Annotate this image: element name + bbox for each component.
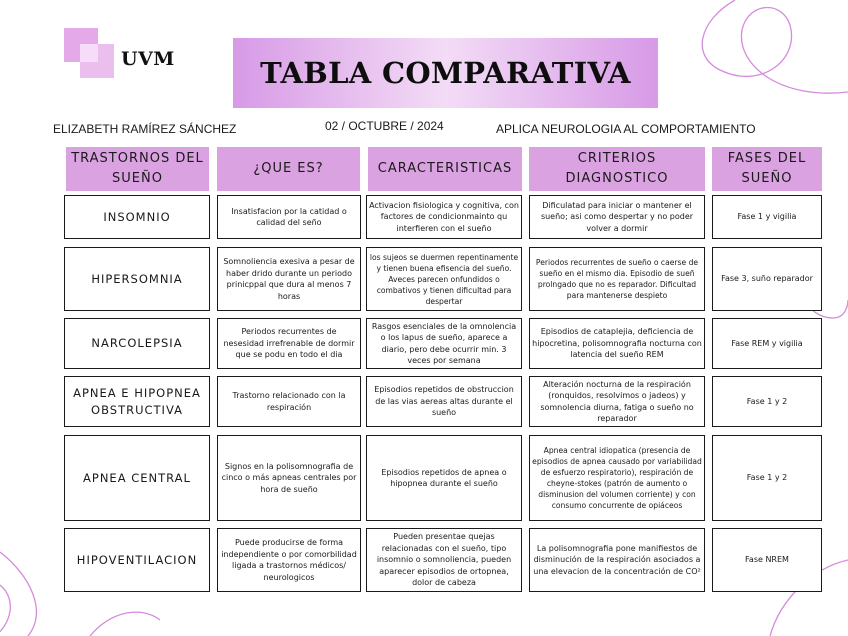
cell-fases: Fase 1 y 2 <box>712 435 822 521</box>
cell-que-es: Trastorno relacionado con la respiración <box>217 376 361 427</box>
cell-que-es: Insatisfacion por la catidad o calidad del seño <box>217 195 361 239</box>
cell-caracteristicas: Pueden presentae quejas relacionadas con el sueño, tipo insomnio o somnoliencia, pueden aparecer episodios de ortopnea, dolor de cabeza <box>366 528 522 592</box>
cell-fases: Fase REM y vigilia <box>712 318 822 369</box>
row-name-apnea-obstructiva: APNEA E HIPOPNEA OBSTRUCTIVA <box>64 376 210 427</box>
cell-caracteristicas: Episodios repetidos de apnea o hipopnea durante el sueño <box>366 435 522 521</box>
column-header-trastornos: TRASTORNOS DEL SUEÑO <box>66 147 209 191</box>
row-name-hipersomnia: HIPERSOMNIA <box>64 247 210 311</box>
cell-criterios: La polisomnografia pone manifiestos de disminución de la respiración asociados a una elevacion de la concentración de CO² <box>529 528 705 592</box>
row-name-apnea-central: APNEA CENTRAL <box>64 435 210 521</box>
cell-criterios: Alteración nocturna de la respiración (ronquidos, resolvimos o jadeos) y somnolencia diurna, fatiga o sueño no reparador <box>529 376 705 427</box>
column-header-fases: FASES DEL SUEÑO <box>712 147 822 191</box>
row-name-insomnio: INSOMNIO <box>64 195 210 239</box>
cell-que-es: Signos en la polisomnografia de cinco o más apneas centrales por hora de sueño <box>217 435 361 521</box>
brand-name: UVM <box>121 48 175 70</box>
author-name: ELIZABETH RAMÍREZ SÁNCHEZ <box>53 122 237 136</box>
uvm-logo <box>64 28 114 80</box>
cell-criterios: Episodios de cataplejia, deficiencia de hipocretina, polisomnografia nocturna con latencia del sueño REM <box>529 318 705 369</box>
cell-caracteristicas: Rasgos esenciales de la omnolencia o los lapus de sueño, aparece a diario, pero debe ocurrir min. 3 veces por semana <box>366 318 522 369</box>
cell-criterios: Apnea central idiopatica (presencia de episodios de apnea causado por variabilidad de esfuerzo respiratorio), respiración de cheyne-stokes (patrón de aumento o disminusion del volumen corriente) y con consumo concurrente de opiáceos <box>529 435 705 521</box>
cell-caracteristicas: Episodios repetidos de obstruccion de las vias aereas altas durante el sueño <box>366 376 522 427</box>
row-name-narcolepsia: NARCOLEPSIA <box>64 318 210 369</box>
cell-caracteristicas: los sujeos se duermen repentinamente y tienen buena efisencia del sueño. Aveces parecen onfundidos o combativos y tienen dificultad para despertar <box>366 247 522 311</box>
cell-caracteristicas: Activacion fisiologica y cognitiva, con factores de condicionmainto qu interfieren con el sueño <box>366 195 522 239</box>
cell-criterios: Periodos recurrentes de sueño o caerse de sueño en el mismo dia. Episodio de sueñ prolngado que no es reparador. Dificultad para mantenerse despieto <box>529 247 705 311</box>
cell-fases: Fase 1 y vigilia <box>712 195 822 239</box>
cell-criterios: Dificulatad para iniciar o mantener el sueño; asi como despertar y no poder volver a dormir <box>529 195 705 239</box>
cell-que-es: Somnoliencia exesiva a pesar de haber drido durante un periodo prinicppal que dura al menos 7 horas <box>217 247 361 311</box>
column-header-criterios: CRITERIOS DIAGNOSTICO <box>529 147 705 191</box>
page-title: TABLA COMPARATIVA <box>260 56 631 90</box>
column-header-que-es: ¿QUE ES? <box>217 147 360 191</box>
cell-fases: Fase NREM <box>712 528 822 592</box>
row-name-hipoventilacion: HIPOVENTILACION <box>64 528 210 592</box>
cell-que-es: Periodos recurrentes de nesesidad irrefrenable de dormir que se podu en todo el dia <box>217 318 361 369</box>
document-date: 02 / OCTUBRE / 2024 <box>325 119 444 133</box>
course-name: APLICA NEUROLOGIA AL COMPORTAMIENTO <box>496 122 756 136</box>
cell-fases: Fase 1 y 2 <box>712 376 822 427</box>
title-banner <box>233 38 658 108</box>
column-header-caracteristicas: CARACTERISTICAS <box>368 147 522 191</box>
cell-fases: Fase 3, suño reparador <box>712 247 822 311</box>
cell-que-es: Puede producirse de forma independiente o por comorbilidad ligada a trastornos médicos/ neurologicos <box>217 528 361 592</box>
